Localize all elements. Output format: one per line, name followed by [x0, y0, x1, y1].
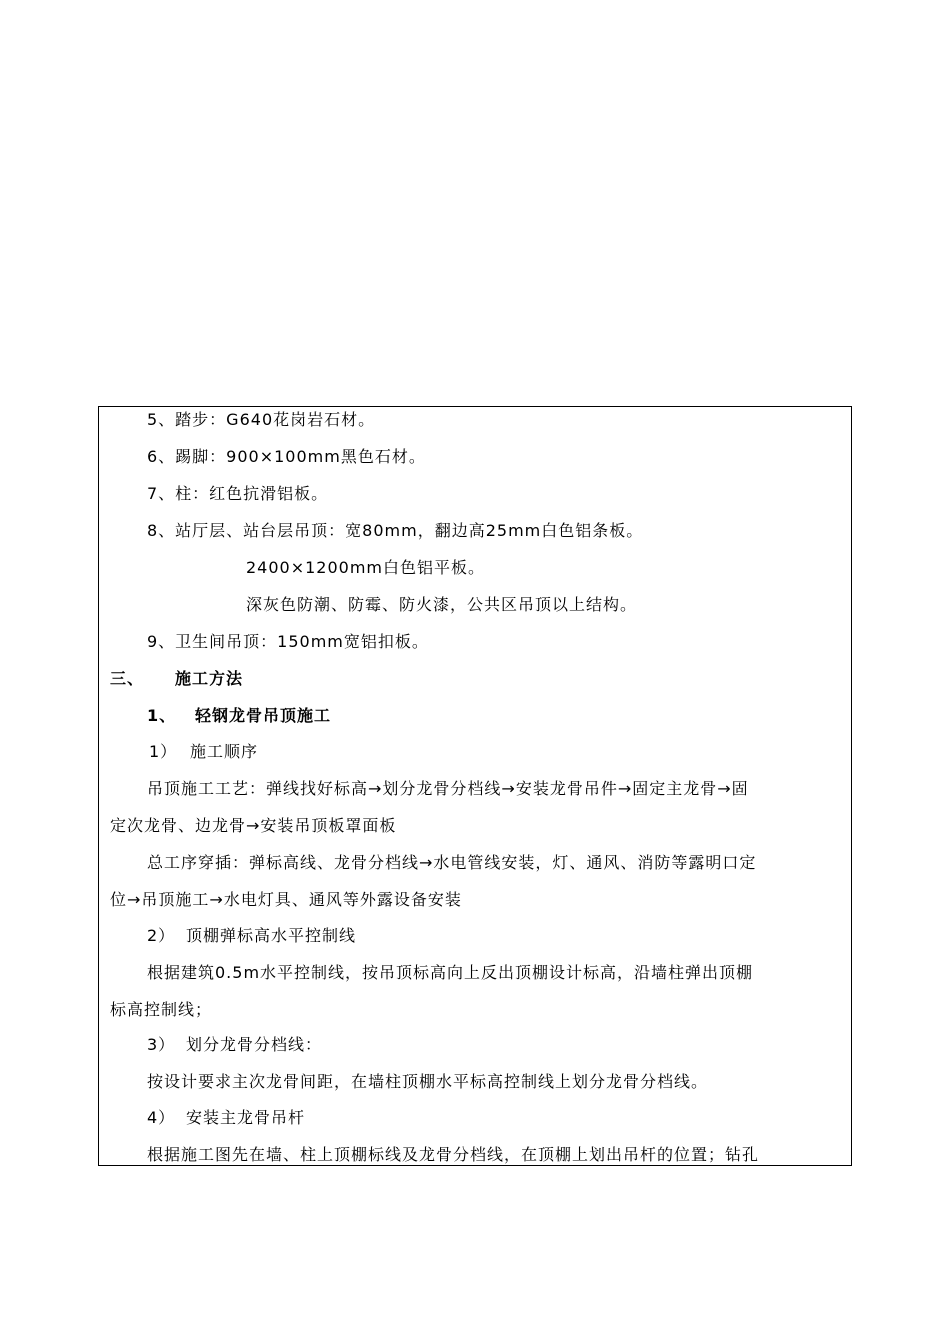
step-2-title: 顶棚弹标高水平控制线: [186, 926, 357, 945]
step-3-number: 3）: [147, 1035, 176, 1054]
item-skirting: 6、踢脚：900×100mm黑色石材。: [147, 447, 426, 466]
step-3-title: 划分龙骨分档线：: [186, 1035, 323, 1054]
step-1-title: 施工顺序: [190, 742, 259, 761]
process-line-1: 吊顶施工工艺：弹线找好标高→划分龙骨分档线→安装龙骨吊件→固定主龙骨→固: [147, 779, 749, 798]
step-2-text-1: 根据建筑0.5m水平控制线，按吊顶标高向上反出顶棚设计标高，沿墙柱弹出顶棚: [147, 963, 754, 982]
step-3-text: 按设计要求主次龙骨间距，在墙柱顶棚水平标高控制线上划分龙骨分档线。: [147, 1072, 709, 1091]
item-ceiling-panel: 2400×1200mm白色铝平板。: [246, 558, 486, 577]
subsection-number: 1、: [147, 706, 177, 725]
sequence-line-1: 总工序穿插：弹标高线、龙骨分档线→水电管线安装，灯、通风、消防等露明口定: [147, 853, 757, 872]
step-2-number: 2）: [147, 926, 176, 945]
item-washroom-ceiling: 9、卫生间吊顶：150mm宽铝扣板。: [147, 632, 429, 651]
step-4-title: 安装主龙骨吊杆: [186, 1108, 306, 1127]
step-4-number: 4）: [147, 1108, 176, 1127]
step-4-text: 根据施工图先在墙、柱上顶棚标线及龙骨分档线，在顶棚上划出吊杆的位置；钻孔: [147, 1145, 760, 1164]
step-1-number: 1）: [149, 742, 178, 761]
section-number: 三、: [110, 669, 145, 688]
step-2-text-2: 标高控制线；: [110, 1000, 213, 1019]
item-ceiling: 8、站厅层、站台层吊顶：宽80mm，翻边高25mm白色铝条板。: [147, 521, 644, 540]
subsection-title: 轻钢龙骨吊顶施工: [195, 706, 332, 725]
sequence-line-2: 位→吊顶施工→水电灯具、通风等外露设备安装: [110, 890, 462, 909]
item-steps: 5、踏步：G640花岗岩石材。: [147, 410, 376, 429]
section-title: 施工方法: [175, 669, 244, 688]
item-ceiling-paint: 深灰色防潮、防霉、防火漆，公共区吊顶以上结构。: [246, 595, 638, 614]
item-column: 7、柱：红色抗滑铝板。: [147, 484, 329, 503]
process-line-2: 定次龙骨、边龙骨→安装吊顶板罩面板: [110, 816, 397, 835]
